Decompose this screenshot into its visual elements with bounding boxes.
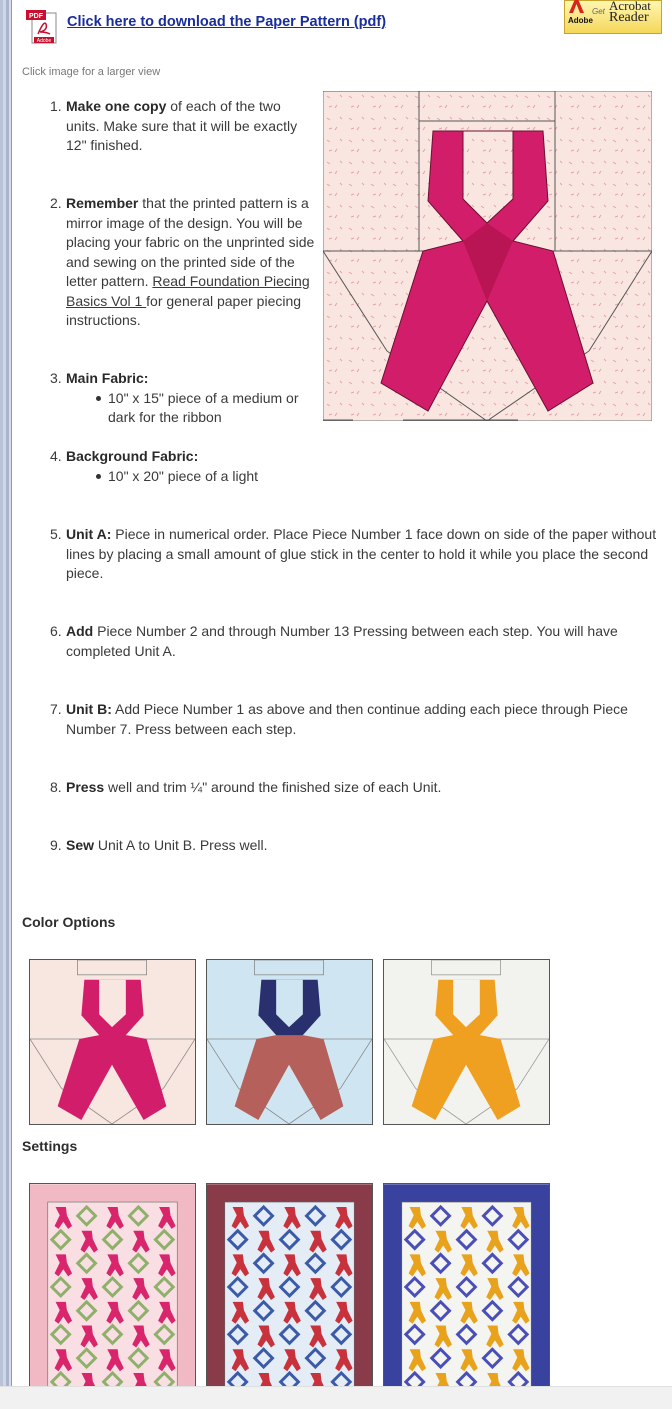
pdf-file-icon[interactable]: [26, 10, 58, 44]
color-option-pink-image: [30, 960, 195, 1124]
step-4: 4. Background Fabric: 10" x 20" piece of a light: [66, 447, 366, 486]
color-option-blue[interactable]: [206, 959, 373, 1125]
step-5: 5. Unit A: Piece in numerical order. Place Piece Number 1 face down on side of the paper without lines by placing a small amount of glue stick in the center to hold it while you place the second piece.: [50, 526, 657, 581]
step-9: 9. Sew Unit A to Unit B. Press well.: [50, 837, 268, 853]
pdf-icon-label: PDF: [29, 13, 43, 20]
background-fabric-item: 10" x 20" piece of a light: [94, 467, 366, 487]
adobe-logo-icon: [569, 0, 585, 13]
setting-quilt-blue-gold[interactable]: [383, 1183, 550, 1393]
acrobat-label: Acrobat: [609, 0, 651, 13]
step-1: 1. Make one copy of each of the two units. Make sure that it will be exactly 12" finished.: [50, 98, 298, 153]
step-3: 3. Main Fabric: 10" x 15" piece of a medium or dark for the ribbon: [66, 369, 316, 428]
foundation-piecing-link[interactable]: Read Foundation Piecing Basics Vol 1: [66, 273, 310, 309]
setting-quilt-pink[interactable]: [29, 1183, 196, 1393]
bottom-bar: [0, 1386, 672, 1409]
setting-quilt-pink-image: [30, 1184, 195, 1392]
get-acrobat-reader-badge[interactable]: [564, 0, 662, 34]
adobe-label: Adobe: [568, 16, 593, 25]
step-2: 2. Remember that the printed pattern is a mirror image of the design. You will be placing your fabric on the unprinted side and sewing on the printed side of the letter pattern. Read Foundation Piecing Basics Vol 1 for general paper piecing instructions.: [50, 195, 315, 328]
color-option-pink[interactable]: [29, 959, 196, 1125]
step-8: 8. Press well and trim ¼" around the finished size of each Unit.: [50, 779, 442, 795]
image-caption: Click image for a larger view: [22, 66, 161, 78]
color-option-gold[interactable]: [383, 959, 550, 1125]
color-options-heading: Color Options: [22, 914, 116, 930]
get-label: Get: [592, 7, 605, 16]
ribbon-block-image[interactable]: [323, 91, 652, 421]
main-fabric-item: 10" x 15" piece of a medium or dark for the ribbon: [94, 389, 316, 428]
reader-label: Reader: [609, 10, 649, 25]
left-border-decoration: [0, 0, 12, 1386]
color-option-blue-image: [207, 960, 372, 1124]
pdf-icon-sub: Adobe: [36, 38, 52, 44]
setting-quilt-patriotic-image: [207, 1184, 372, 1392]
download-pattern-link[interactable]: Click here to download the Paper Pattern (pdf): [67, 14, 387, 30]
header: [24, 0, 664, 44]
step-7: 7. Unit B: Add Piece Number 1 as above and then continue adding each piece through Piece Number 7. Press between each step.: [50, 701, 628, 737]
color-option-gold-image: [384, 960, 549, 1124]
setting-quilt-patriotic[interactable]: [206, 1183, 373, 1393]
step-6: 6. Add Piece Number 2 and through Number 13 Pressing between each step. You will have completed Unit A.: [50, 623, 618, 659]
setting-quilt-blue-gold-image: [384, 1184, 549, 1392]
settings-heading: Settings: [22, 1138, 78, 1154]
